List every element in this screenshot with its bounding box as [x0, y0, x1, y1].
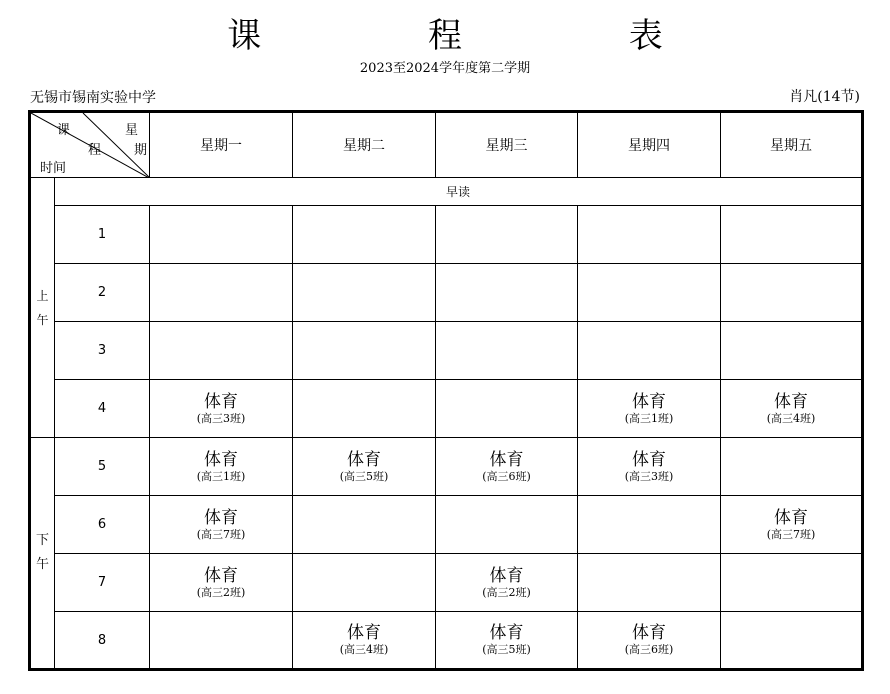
- subject-label: 体育: [347, 623, 381, 643]
- subject-label: 体育: [774, 507, 808, 528]
- class-label: (高三1班): [196, 469, 246, 483]
- schedule-cell: [293, 612, 436, 670]
- schedule-cell: [578, 554, 721, 612]
- teacher-name: 肖凡(14节): [789, 89, 860, 105]
- subject-label: 体育: [632, 623, 666, 643]
- page-subtitle: 2023至2024学年度第二学期: [359, 61, 531, 76]
- schedule-cell: [578, 380, 721, 438]
- page-title: 课 程 表: [227, 16, 741, 56]
- table-row: [30, 612, 863, 670]
- schedule-cell: [721, 380, 863, 438]
- class-label: (高三7班): [196, 527, 246, 541]
- schedule-cell: [150, 554, 293, 612]
- schedule-table: [28, 110, 864, 671]
- class-label: (高三3班): [196, 411, 246, 425]
- schedule-cell: [436, 322, 578, 380]
- school-name: 无锡市锡南实验中学: [30, 90, 156, 106]
- corner-label-week: 星: [125, 123, 139, 138]
- schedule-cell: [721, 322, 863, 380]
- morning-label: 上 午: [30, 178, 55, 438]
- subject-label: 体育: [204, 391, 238, 412]
- period-number: 1: [55, 206, 150, 264]
- period-number: 2: [55, 264, 150, 322]
- corner-label-time: 时间: [40, 161, 67, 176]
- schedule-cell: [721, 496, 863, 554]
- schedule-cell: [436, 380, 578, 438]
- schedule-cell: [578, 206, 721, 264]
- early-reading-cell: 早读: [55, 178, 863, 206]
- schedule-cell: [293, 380, 436, 438]
- table-row: [30, 322, 863, 380]
- subject-label: 体育: [632, 449, 666, 470]
- period-number: 8: [55, 612, 150, 670]
- table-row: [30, 438, 863, 496]
- period-number: 3: [55, 322, 150, 380]
- table-row: [30, 554, 863, 612]
- header-row: [30, 112, 863, 178]
- schedule-cell: [293, 206, 436, 264]
- schedule-cell: [293, 322, 436, 380]
- period-number: 7: [55, 554, 150, 612]
- class-label: (高三7班): [766, 527, 816, 541]
- subject-label: 体育: [204, 449, 238, 470]
- period-number: 5: [55, 438, 150, 496]
- subject-label: 体育: [489, 565, 524, 586]
- schedule-cell: [578, 612, 721, 670]
- early-reading-row: [30, 178, 863, 206]
- class-label: (高三5班): [482, 643, 531, 656]
- schedule-cell: [578, 496, 721, 554]
- schedule-cell: [578, 264, 721, 322]
- day-header: 星期二: [293, 112, 436, 178]
- class-label: (高三3班): [624, 469, 674, 483]
- subject-label: 体育: [489, 449, 524, 470]
- table-row: [30, 380, 863, 438]
- subject-label: 体育: [489, 623, 524, 643]
- subject-label: 体育: [204, 565, 238, 586]
- schedule-cell: [150, 496, 293, 554]
- corner-label-program: 程: [88, 143, 102, 158]
- schedule-cell: [150, 380, 293, 438]
- class-label: (高三4班): [766, 411, 816, 425]
- afternoon-label: 下 午: [30, 438, 55, 670]
- day-header: 星期三: [436, 112, 578, 178]
- schedule-cell: [721, 554, 863, 612]
- schedule-cell: [721, 438, 863, 496]
- subject-label: 体育: [347, 449, 381, 470]
- schedule-cell: [150, 206, 293, 264]
- schedule-cell: [293, 554, 436, 612]
- subject-label: 体育: [632, 391, 666, 412]
- schedule-cell: [721, 612, 863, 670]
- schedule-cell: [293, 496, 436, 554]
- class-label: (高三2班): [196, 585, 246, 599]
- schedule-cell: [293, 264, 436, 322]
- schedule-cell: [436, 438, 578, 496]
- schedule-cell: [721, 206, 863, 264]
- schedule-cell: [578, 438, 721, 496]
- subject-label: 体育: [774, 391, 808, 412]
- class-label: (高三1班): [624, 411, 674, 425]
- schedule-cell: [721, 264, 863, 322]
- table-row: [30, 206, 863, 264]
- class-label: (高三5班): [339, 469, 389, 483]
- table-row: [30, 264, 863, 322]
- corner-cell: [30, 112, 150, 178]
- class-label: (高三6班): [482, 469, 531, 483]
- table-row: [30, 496, 863, 554]
- period-number: 6: [55, 496, 150, 554]
- schedule-cell: [436, 264, 578, 322]
- schedule-cell: [436, 206, 578, 264]
- class-label: (高三6班): [624, 643, 674, 656]
- day-header: 星期五: [721, 112, 863, 178]
- schedule-cell: [436, 496, 578, 554]
- class-label: (高三4班): [339, 643, 389, 656]
- corner-label-period: 期: [134, 143, 148, 158]
- period-number: 4: [55, 380, 150, 438]
- day-header: 星期一: [150, 112, 293, 178]
- schedule-cell: [150, 322, 293, 380]
- schedule-cell: [436, 612, 578, 670]
- schedule-cell: [578, 322, 721, 380]
- schedule-cell: [436, 554, 578, 612]
- schedule-cell: [150, 612, 293, 670]
- schedule-cell: [150, 264, 293, 322]
- class-label: (高三2班): [482, 585, 531, 599]
- day-header: 星期四: [578, 112, 721, 178]
- corner-label-course: 课: [57, 123, 71, 138]
- schedule-cell: [293, 438, 436, 496]
- schedule-cell: [150, 438, 293, 496]
- subject-label: 体育: [204, 507, 238, 528]
